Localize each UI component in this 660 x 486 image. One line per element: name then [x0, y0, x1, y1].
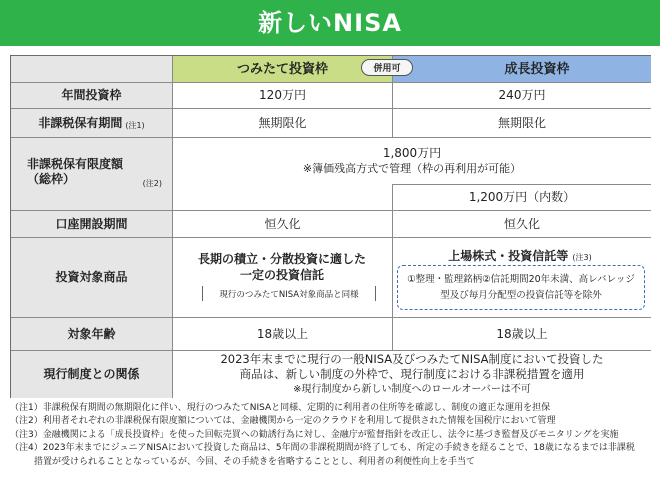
row-label-account-text: 口座開設期間 [55, 216, 128, 231]
row-label-age [11, 317, 172, 350]
footnote-2: （注2）利用者それぞれの非課税保有限度額については、金融機関から一定のクラウドを利用して提供された情報を国税庁において管理 [10, 416, 556, 427]
row-label-products [11, 237, 172, 317]
row-label-products-text: 投資対象商品 [55, 270, 128, 284]
row-label-annual [11, 82, 172, 108]
products-seicho-title-note: (注3) [572, 253, 592, 262]
products-tsumitate-line1: 長期の積立・分散投資に適した [197, 252, 366, 266]
footnote-1: （注1）非課税保有期間の無期限化に伴い、現行のつみたてNISAと同様、定期的に利用者の住所等を確認し、制度の適正な運用を担保 [10, 403, 551, 413]
header-seicho-label: 成長投資枠 [504, 61, 570, 77]
combination-badge: 併用可 [361, 59, 413, 76]
row-label-relation [11, 350, 172, 398]
cell-account-seicho: 恒久化 [392, 210, 651, 237]
row-label-relation-text: 現行制度との関係 [43, 367, 140, 381]
cell-limit-tsumitate-blank [172, 184, 392, 210]
footnote-4-continued: 措置が受けられることとなっているが、今回、その手続きを省略することとし、利用者の利便性向上を手当て [34, 456, 476, 467]
row-label-limit-line1: 非課税保有限度額 [27, 157, 124, 171]
header-tsumitate [172, 56, 392, 82]
header-tsumitate-label: つみたて投資枠 [236, 61, 328, 77]
relation-line2: 商品は、新しい制度の外枠で、現行制度における非課税措置を適用 [239, 367, 585, 381]
products-seicho-title [400, 247, 640, 264]
cell-annual-tsumitate: 120万円 [172, 82, 392, 108]
row-label-age-text: 対象年齢 [67, 326, 116, 341]
row-label-limit-line2: （総枠） [27, 172, 76, 186]
row-label-period [11, 108, 172, 137]
cell-annual-seicho: 240万円 [392, 82, 651, 108]
footnote-3: （注3）金融機関による「成長投資枠」を使った回転売買への勧誘行為に対し、金融庁が監督指針を改正し、法令に基づき監督及びモニタリングを実施 [10, 429, 619, 440]
nisa-comparison-table [10, 55, 651, 398]
cell-age-tsumitate: 18歳以上 [172, 317, 392, 350]
footnote-4: （注4）2023年末までにジュニアNISAにおいて投資した商品は、5年間の非課税期間が終了しても、所定の手続きを経ることで、18歳になるまでは非課税 [10, 443, 635, 454]
cell-relation [172, 350, 651, 398]
row-label-limit-note: (注2) [142, 179, 162, 188]
page-title: 新しいNISA [258, 9, 402, 37]
cell-period-tsumitate: 無期限化 [172, 108, 392, 137]
relation-line3: ※現行制度から新しい制度へのロールオーバーは不可 [293, 384, 531, 395]
cell-limit-seicho: 1,200万円（内数） [392, 184, 651, 210]
cell-account-tsumitate: 恒久化 [172, 210, 392, 237]
products-tsumitate-sub: 現行のつみたてNISA対象商品と同様 [219, 290, 359, 300]
row-label-annual-text: 年間投資枠 [61, 88, 122, 102]
products-seicho-line1: ①整理・監理銘柄②信託期間20年未満、高レバレッジ [407, 274, 635, 285]
products-seicho-title-text: 上場株式・投資信託等 [448, 249, 569, 263]
products-tsumitate-line2: 一定の投資信託 [239, 268, 324, 282]
cell-period-seicho: 無期限化 [392, 108, 651, 137]
limit-total-value: 1,800万円 [382, 146, 442, 160]
row-label-account [11, 210, 172, 237]
relation-line1: 2023年末までに現行の一般NISA及びつみたてNISA制度において投資した [220, 352, 604, 366]
row-label-period-text: 非課税保有期間 [38, 115, 123, 130]
cell-age-seicho: 18歳以上 [392, 317, 651, 350]
header-corner [11, 56, 172, 82]
limit-total-note: ※簿価残高方式で管理（枠の再利用が可能） [302, 162, 522, 175]
row-label-limit [11, 137, 172, 210]
products-seicho-line2: 型及び毎月分配型の投資信託等を除外 [440, 290, 602, 301]
row-label-period-note: (注1) [125, 120, 145, 130]
header-seicho [392, 56, 651, 82]
footnotes [10, 402, 655, 469]
cell-limit-total [172, 137, 651, 184]
